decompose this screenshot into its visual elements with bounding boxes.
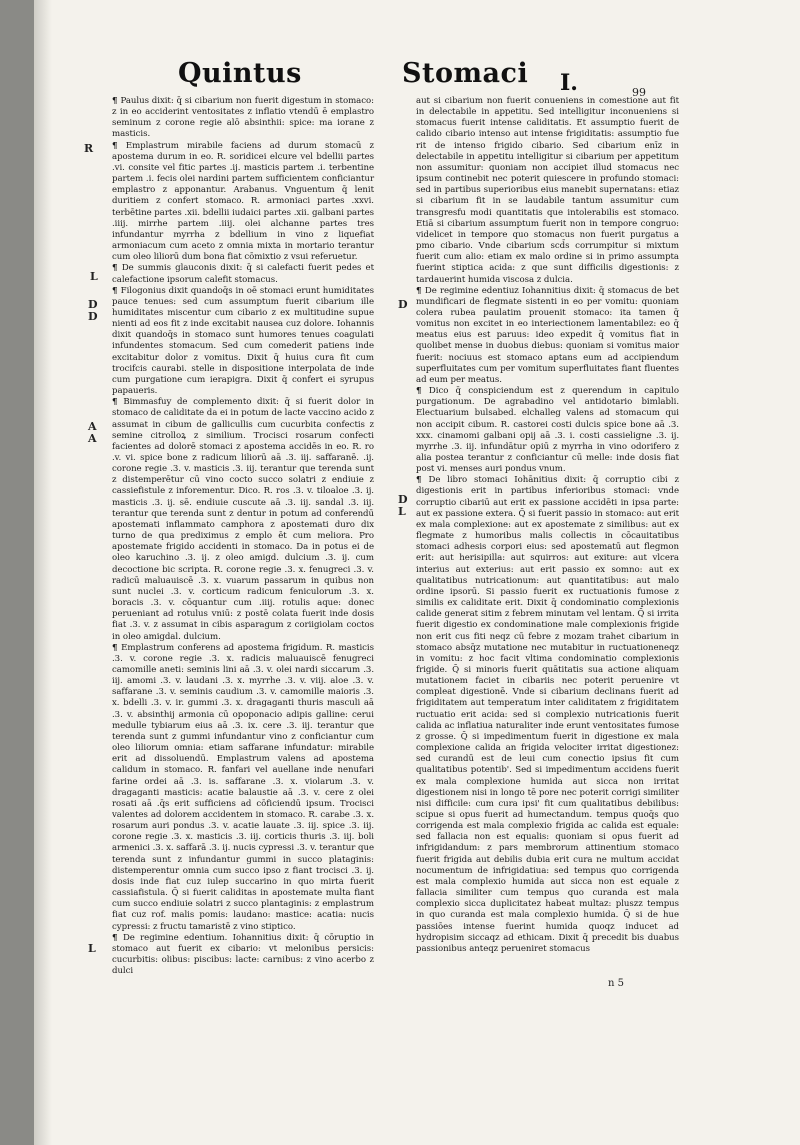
paragraph-mark: ¶	[112, 932, 123, 943]
running-head-right: Stomaci	[402, 58, 529, 89]
paragraph-text: Dico q̄ conspiciendum est z querendum in capitulo purgationum. De agrabadino vel antidotario bimlabli. Electuarium bulsabed. elchalleg valens ad stomacum qui non accipit cibum. R. castorei costi dulcis spice bone aā .3. xxx. cinamomi galbani opij aā .3. i. costi cassieligne .3. ij. myrrhe .3. iij. infundātur opiū z myrrha in vino odorifero z alia postea terantur z conficiantur cū melle: inde dosis fiat post vi. menses auri pondus vnum.	[416, 386, 679, 475]
paragraph-text: Emplastrum conferens ad apostema frigidum. R. masticis .3. v. corone regie .3. x. radicis maluauiscē fenugreci camomille aneti: seminis lini aā .3. v. olei nardi siccarum .3. iij. amomi .3. v. laudani .3. x. myrrhe .3. v. viij. aloe .3. v. saffarane .3. v. seminis caudium .3. v. camomille maioris .3. x. bdelli .3. v. ir. gummi .3. x. dragaganti thuris masculi aā .3. v. absinthij armonia cū opoponacio adipis galline: cerui medulle tybiarum eius aā .3. ix. cere .3. iij. terantur que terenda sunt z gummi infundantur vino z conficiantur cum oleo liliorum omnia: etiam saffarane infundatur: mirabile erit ad dissoluendū. Emplastrum valens ad apostema calidum in stomaco. R. fanfari vel auellane inde nenufari farine ordei aā .3. is. saffarane .3. x. violarum .3. v. dragaganti masticis: acatie balaustie aā .3. v. cere z olei rosati aā .q̄s erit sufficiens ad cōficiendū ipsum. Trocisci valentes ad dolorem accidentem in stomaco. R. carabe .3. x. rosarum auri pondus .3. v. acatie lauate .3. iij. spice .3. iij. corone regie .3. x. masticis .3. iij. corticis thuris .3. iij. boli armenici .3. x. saffarā .3. ij. nucis cypressi .3. v. terantur que terenda sunt z infundantur gummi in succo plataginis: distemperentur omnia cum succo ipso z fiant trocisci .3. ij. dosis inde fiat cuz iulep succarino in quo mirta fuerit cassiafistula. Q̄ si fuerit caliditas in apostemate multa fiant cum succo endiuie solatri z succo plantaginis: z emplastrum fiat cuz rof. malis pomis: laudano: mastice: acatia: nucis cypressi: z fructu tamaristē z vino stiptico.	[112, 642, 374, 932]
margin-letter: L	[88, 942, 96, 955]
paragraph	[416, 286, 679, 386]
margin-letter: D	[398, 493, 408, 506]
paragraph	[112, 643, 374, 933]
paragraph-text: Emplastrum mirabile faciens ad durum stomacū z apostema durum in eo. R. soridicei elcure vel bdellii partes .vi. consite vel fitic partes .ij. masticis partem .i. terbentine partem .i. fecis olei nardini partem sufficientem conficiantur emplastro z apponantur. Arabanus. Vnguentum q̄ lenit duritiem z confert stomaco. R. armoniaci partes .xxvi. terbētine partes .xii. bdellii iudaici partes .xii. galbani partes .iiij. mirrhe partem .iiij. olei alchanne partes tres infundantur myrrha z bdellium in vino z liquefiat armoniacum cum aceto z omnia mixta in mortario terantur cum oleo liliorū dum bona fiat cōmixtio z vsui referuetur.	[112, 140, 374, 263]
paragraph-mark: ¶	[112, 397, 124, 408]
margin-letter: D	[88, 298, 98, 311]
paragraph	[416, 475, 679, 955]
margin-letter: A	[88, 432, 97, 445]
paragraph-mark: ¶	[112, 263, 122, 274]
paragraph	[112, 141, 374, 264]
margin-letter: R	[84, 142, 94, 155]
paragraph	[112, 397, 374, 642]
paragraph	[112, 96, 374, 141]
left-text-column	[112, 96, 374, 977]
paragraph-mark: ¶	[416, 475, 429, 486]
paragraph	[416, 386, 679, 475]
margin-letter: L	[398, 505, 406, 518]
paragraph-text: De libro stomaci Iohānitius dixit: q̄ corruptio cibi z digestionis erit in partibus inferioribus stomaci: vnde corruptio cibariū aut erit ex passione accidēti in ipsa parte: aut ex passione extera. Q̄ si fuerit passio in stomaco: aut erit ex mala complexione: aut ex apostemate z similibus: aut ex flegmate z humoribus malis collectis in cōcauitatibus stomaci adhesis corpori eius: sed apostematū aut flegmon erit: aut herisipilla: aut squirros: aut exiture: aut vlcera interius aut exterius: aut erit passio ex somno: aut ex qualitatibus nutricationum: aut quantitatibus: aut malo ordine ipsorū. Si passio fuerit ex ructuationis fumose z similis ex caliditate erit. Dixit q̄ condominatio complexionis calide generat sitim z febrem minutam vel lentam. Q̄ si irrita fuerit digestio ex condominatione male complexionis frigide non erit cus fiti neqz cū febre z mozam trahet cibarium in stomaco absq̄z mutatione nec mutabitur in ructuationeneqz in vomitu: z hoc facit vltima condominatio complexionis frigide. Q̄ si minoris fuerit quātitatis sua actione aliquam mutationem faciet in cibariis nec poterit peruenire vt compleat digestionē. Vnde si cibarium declinans fuerit ad frigiditatem aut temperatum inter caliditatem z frigiditatem ructuatio erit acida: sed si complexio nutricationis fuerit calida ac inflatiua naturaliter inde erunt ventositates fumose z grosse. Q̄ si impedimentum fuerit in digestione ex mala complexione calida an frigida velociter irritat digestionez: sed curandū est de leui cum conectio ipsius fit cum qualitatibus potentib'. Sed si impedimentum accidens fuerit ex mala complexione humida aut sicca non irritat digestionem nisi in longo tē pore nec poterit corrigi similiter nisi difficile: cum cura ipsi' fit cum qualitatibus debilibus: scipue si opus fuerit ad humectandum. tempus quoq̄s quo corrigenda est mala complexio frigida ac calida est equale: sed fallacia non est equalis: quoniam si opus fuerit ad infrigidandum: z pars membrorum attinentium stomaco fuerit frigida aut debilis dubia erit cura ne multum accidat nocumentum de infrigidatiua: sed tempus quo corrigenda est mala complexio humida aut sicca non est equale z fallacia similiter cum tempus quo curanda est mala complexio sicca duplicitatez habeat multaz: pluszz tempus in quo curanda est mala complexio humida. Q̄ si de hue passiōes intense fuerint humida quoqz inducet ad hydropisim siccaqz ad ethicam. Dixit q̄ precedit bis duabus passionibus anteqz perueniret stomacus	[416, 475, 679, 954]
paragraph-text: De regimine edentium. Iohannitius dixit: q̄ cōruptio in stomaco aut fuerit ex cibario: vt melonibus persicis: cucurbitis: olibus: piscibus: lacte: carnibus: z vino acerbo z dulci	[112, 932, 374, 977]
signature-mark: n 5	[608, 978, 624, 989]
paragraph-text: Paulus dixit: q̄ si cibarium non fuerit digestum in stomaco: z in eo acciderint ventositates z inflatio vtendū ē emplastro seminum z corone regie alō absinthii: spice: ma iorane z masticis.	[112, 96, 374, 140]
right-text-column	[416, 96, 679, 955]
binding-gutter	[34, 0, 52, 1145]
paragraph	[112, 263, 374, 285]
paragraph-text: De regimine edentiuz Iohannitius dixit: q̄ stomacus de bet mundificari de flegmate sistenti in eo per vomitu: quoniam colera rubea paulatim prouenit stomaco: ita tamen q̄ vomitus non excitet in eo interiectionem lamentabilez: eo q̄ meatus eius est paruus: ideo expedit q̄ vomitus fiat in quolibet mense in duobus diebus: quoniam si vomitus maior fuerit: nociuus est stomaco aptans eum ad accipiendum superfluitates cum per vomitum superfluitates fiant fluentes ad eum per meatus.	[416, 285, 679, 385]
paragraph	[112, 933, 374, 978]
paragraph	[112, 286, 374, 398]
section-number: I.	[560, 70, 578, 96]
margin-letter: L	[90, 270, 98, 283]
paragraph-text: Filogonius dixit quandoq̄s in oē stomaci erunt humiditates pauce tenues: sed cum assumptum fuerit cibarium ille humiditates miscentur cum cibario z ex multitudine supue nienti ad eos fit z inde excitabit nausea cuz dolore. Iohannis dixit quandoq̄s in stomaco sunt humores tenues coagulati infundentes stomacum. Sed cum comederit patiens inde excitabitur dolor z vomitus. Dixit q̄ huius cura fit cum trocifcis caurabi. stelle in dispositione interpolata de inde cum purgatione cum ierapigra. Dixit q̄ confert ei syrupus papaueris.	[112, 285, 374, 397]
paragraph-text: aut si cibarium non fuerit conueniens in comestione aut fit in delectabile in appetitu. Sed intelligitur inconueniens si stomacus fuerit intense caliditatis. Et assumptio fuerit de calido cibario intenso aut intense frigiditatis: assumptio fue rit de intenso frigido cibario. Sed cibarium enīz in delectabile in appetitu intelligitur si cibarium per appetitum non assumitur: quoniam non accipiet illud stomacus nec ipsum continebit nec poterit quiescere in profundo stomaci: sed in partibus superioribus eius manebit supernatans: etiaz si cibarium fit in se laudabile tantum assumitur cum transgresfu modi quantitatis que intolerabilis est stomaco. Etiā si cibarium assumptum fuerit non in tempore congruo: videlicet in tempore quo stomacus non fuerit purgatus a pmo cibario. Vnde cibarium scd̄s corrumpitur si mixtum fuerit cum alio: etiam ex malo ordine si in primo assumpta fuerint stiptica acida: z que sunt difficilis digestionis: z tardauerint humida viscosa z dulcia.	[416, 96, 679, 285]
paragraph-mark: ¶	[112, 285, 121, 296]
margin-letter: D	[88, 310, 98, 323]
margin-letter: D	[398, 298, 408, 311]
margin-letter: A	[88, 420, 97, 433]
paragraph-text: De summis glauconis dixit: q̄ si calefacti fuerit pedes et calefactione ipsorum calefit stomacus.	[112, 263, 374, 285]
paragraph-mark: ¶	[112, 96, 121, 106]
paragraph-mark: ¶	[416, 386, 429, 397]
paragraph-text: Bimmasfuy de complemento dixit: q̄ si fuerit dolor in stomaco de caliditate da ei in potum de lacte vaccino acido z assumat in cibum de gallicullis cum cucurbita confectis z semine citrolloꝝ z similium. Trocisci rosarum confecti facientes ad dolorē stomaci z apostema accidēs in eo. R. ro .v. vi. spice bone z radicum liliorū aā .3. iij. saffaranē. .ij. corone regie .3. v. masticis .3. iij. terantur que terenda sunt z distemperētur cū vino cocto succo solatri z endiuie z cassiefistule z inforementur. Dico. R. ros .3. v. tiloaloe .3. ij. masticis .3. ij. sē. endiuie cuscute aā .3. iij. sandal .3. iij. terantur que terenda sunt z dentur in potum ad conferendū apostemati inflammato camphora z apostemati duro dix turno de qua prediximus z emplo ēt cum meliora. Pro apostemate frigido accidenti in stomaco. Da in potus ei de oleo karuchino .3. ij. z oleo amigd. dulcium .3. ij. cum decoctione bic scripta. R. corone regie .3. x. fenugreci .3. v. radicū maluauiscē .3. x. vuarum passarum in quibus non sunt nuclei .3. v. corticum radicum feniculorum .3. x. boracis .3. v. cōquantur cum .iiij. rotulis aque: donec perueniant ad rotulus vniū: z postē colata fuerit inde dosis fiat .3. v. z assumat in cibis asparagum z coriigiolam coctos in oleo amigdal. dulcium.	[112, 397, 374, 642]
running-head-left: Quintus	[178, 58, 302, 89]
paragraph-mark: ¶	[112, 140, 126, 151]
paragraph	[416, 96, 679, 286]
page-number: 99	[632, 86, 646, 99]
paragraph-mark: ¶	[416, 285, 425, 296]
paragraph-mark: ¶	[112, 642, 122, 653]
